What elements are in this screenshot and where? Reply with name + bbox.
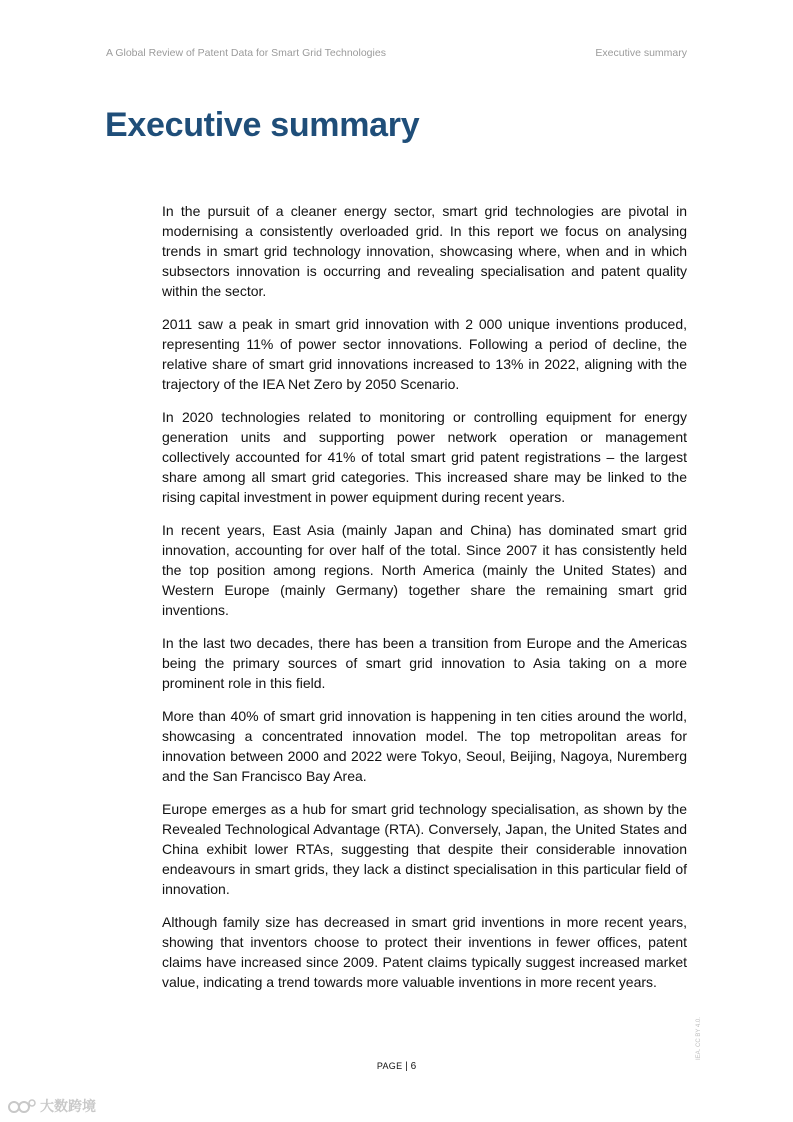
paragraph-5: In the last two decades, there has been a transition from Europe and the Americas being the primary sources of smart grid innovation to Asia taking on a more prominent role in this field. (162, 635, 687, 691)
watermark-logo-icon (8, 1098, 36, 1114)
page-number-value: 6 (410, 1061, 417, 1072)
paragraph-8: Although family size has decreased in smart grid inventions in more recent years, showing that inventors choose to protect their inventions in fewer offices, patent claims have increased since 2009. Patent claims typically suggest increased market value, indicating a trend towards more valuable inventions in more recent years. (162, 914, 687, 990)
page-title: Executive summary (105, 106, 420, 144)
watermark (8, 1096, 96, 1116)
running-header (106, 47, 687, 61)
page-number (0, 1061, 793, 1072)
paragraph-6: More than 40% of smart grid innovation is happening in ten cities around the world, showcasing a concentrated innovation model. The top metropolitan areas for innovation between 2000 and 2022 were Tokyo, Seoul, Beijing, Nagoya, Nuremberg and the San Francisco Bay Area. (162, 708, 687, 784)
header-section-title: Executive summary (595, 47, 687, 59)
paragraph-1: In the pursuit of a cleaner energy sector, smart grid technologies are pivotal in modernising a consistently overloaded grid. In this report we focus on analysing trends in smart grid technology innovation, showcasing where, when and in which subsectors innovation is occurring and revealing specialisation and patent quality within the sector. (162, 203, 687, 299)
paragraph-3: In 2020 technologies related to monitoring or controlling equipment for energy generation units and supporting power network operation or management collectively accounted for 41% of total smart grid patent registrations – the largest share among all smart grid categories. This increased share may be linked to the rising capital investment in power equipment during recent years. (162, 409, 687, 505)
paragraph-7: Europe emerges as a hub for smart grid technology specialisation, as shown by the Revealed Technological Advantage (RTA). Conversely, Japan, the United States and China exhibit lower RTAs, suggesting that despite their considerable innovation endeavours in smart grids, they lack a distinct specialisation in this particular field of innovation. (162, 801, 687, 897)
paragraph-4: In recent years, East Asia (mainly Japan and China) has dominated smart grid innovation, accounting for over half of the total. Since 2007 it has consistently held the top position among regions. North America (mainly the United States) and Western Europe (mainly Germany) together share the remaining smart grid inventions. (162, 522, 687, 618)
body-text (162, 201, 687, 1005)
paragraph-2: 2011 saw a peak in smart grid innovation with 2 000 unique inventions produced, representing 11% of power sector innovations. Following a period of decline, the relative share of smart grid innovations increased to 13% in 2022, aligning with the trajectory of the IEA Net Zero by 2050 Scenario. (162, 316, 687, 392)
page-separator: | (402, 1061, 411, 1072)
page-word: PAGE (376, 1061, 403, 1071)
side-credit: IEA. CC BY 4.0. (696, 1017, 702, 1060)
watermark-text: 大数跨境 (40, 1098, 96, 1114)
header-report-title: A Global Review of Patent Data for Smart Grid Technologies (106, 47, 386, 59)
